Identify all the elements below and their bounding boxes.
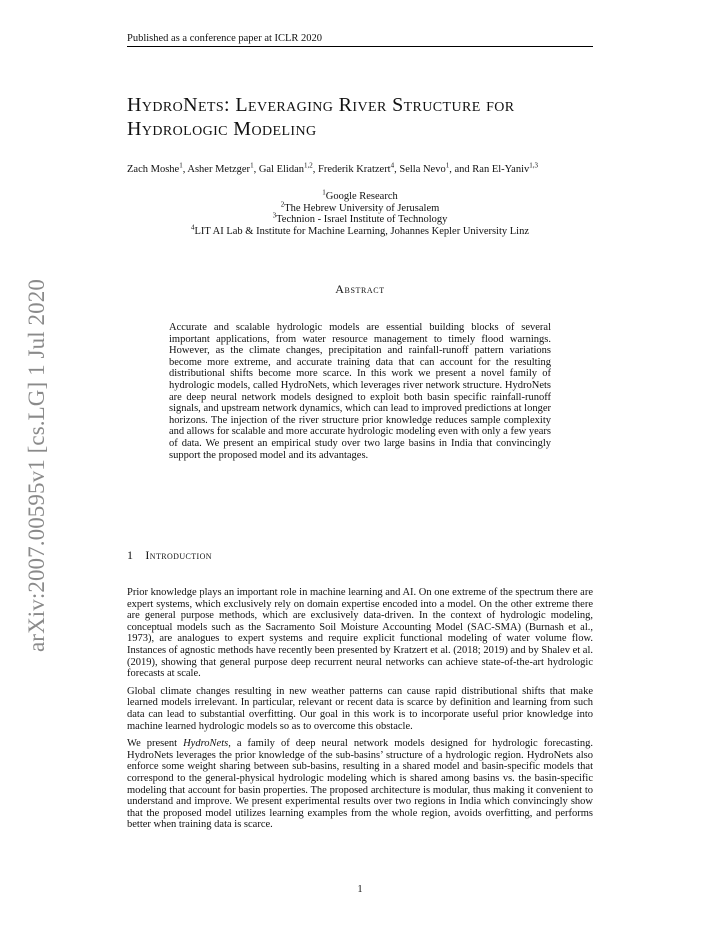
author-affiliation-mark: 1: [445, 161, 450, 170]
author-name: Asher Metzger: [187, 164, 251, 175]
affiliation-name: LIT AI Lab & Institute for Machine Learning, Johannes Kepler University Linz: [194, 225, 530, 237]
author-name: Zach Moshe: [127, 164, 180, 175]
author-separator: ,: [182, 164, 188, 175]
affiliation-name: Google Research: [325, 191, 398, 202]
author-affiliation-mark: 1,2: [304, 161, 313, 170]
author-name: Ran El-Yaniv: [472, 164, 530, 175]
abstract-heading: Abstract: [335, 282, 385, 296]
section-heading: [127, 548, 593, 563]
affiliation-item: [127, 188, 593, 203]
section-title: Introduction: [145, 548, 212, 562]
author-name: Gal Elidan: [258, 164, 305, 175]
author-separator: ,: [312, 164, 319, 175]
paragraph: Global climate changes resulting in new weather patterns can cause rapid distributional shifts that make learned models irrelevant. In particular, relevant or recent data is scarce by definition and learning from such data can lead to substantial overfitting. Our goal in this work is to incorporate useful prior knowledge into machine learned hydrologic models so as to overcome this obstacle.: [127, 685, 593, 732]
section-number: 1: [127, 548, 134, 562]
arxiv-sidebar-stamp: [24, 262, 49, 652]
author-affiliation-mark: 1,3: [529, 161, 539, 170]
paragraph-text: , a family of deep neural network models designed for hydrologic forecasting. HydroNets leverages the prior knowledge of the sub-basins’ structure of a hydrologic region. HydroNets also enforce some weight sharing between sub-basins, resulting in a shared model and basin-specific models that correspond to the general-physical hydrologic modeling which is shared among basins vs. the basin-specific modeling that account for basin properties. The proposed architecture is modular, thus making it convenient to understand and improve. We present experimental results over two regions in India which convincingly show that the proposed model utilizes learning examples from the whole region, avoids overfitting, and performs better when training data is scarce.: [127, 738, 593, 831]
paragraph-text: We present: [127, 738, 184, 750]
affiliation-list: [127, 188, 593, 237]
author-separator: , and: [449, 164, 473, 175]
affiliation-mark: 3: [272, 211, 277, 220]
affiliation-item: [127, 200, 593, 215]
arxiv-id-label: arXiv:2007.00595v1 [cs.LG] 1 Jul 2020: [24, 279, 49, 652]
author-name: Frederik Kratzert: [318, 164, 391, 175]
abstract-body: Accurate and scalable hydrologic models are essential building blocks of several important applications, from water resource management to timely flood warnings. However, as the climate changes, precipitation and rainfall-runoff pattern variations become more extreme, and accurate training data that can account for the resulting distributional shifts become more scarce. In this work we present a novel family of hydrologic models, called HydroNets, which leverages river network structure. HydroNets are deep neural network models designed to exploit both basin specific rainfall-runoff signals, and upstream network dynamics, which can lead to improved predictions at longer horizons. The injection of the river structure prior knowledge reduces sample complexity and allows for scalable and more accurate hydrologic modeling even with only a few years of data. We present an empirical study over two large basins in India that convincingly support the proposed model and its advantages.: [169, 322, 551, 461]
paper-title: HydroNets: Leveraging River Structure for Hydrologic Modeling: [127, 94, 515, 140]
affiliation-mark: 1: [322, 188, 326, 197]
author-affiliation-mark: 1: [179, 161, 183, 170]
affiliation-mark: 2: [280, 200, 285, 208]
author-affiliation-mark: 1: [250, 161, 254, 170]
author-name: Sella Nevo: [399, 164, 446, 175]
running-header: Published as a conference paper at ICLR 2020: [127, 33, 593, 47]
paragraph: Prior knowledge plays an important role in machine learning and AI. On one extreme of the spectrum there are expert systems, which exclusively rely on domain expertise encoded into a model. On the other extreme there are general purpose methods, which are exclusively data-driven. In the context of hydrologic modeling, conceptual models such as the Sacramento Soil Moisture Accounting Model (SAC-SMA) (Burnash et al., 1973), are analogues to expert systems and require explicit functional modeling of water volume flow. Instances of agnostic methods have recently been presented by Kratzert et al. (2018; 2019) and by Shalev et al. (2019), showing that general purpose deep recurrent neural networks can achieve state-of-the-art hydrologic forecasts at scale.: [127, 587, 593, 680]
affiliation-name: The Hebrew University of Jerusalem: [284, 202, 440, 214]
paragraph: [127, 738, 593, 831]
affiliation-item: [127, 211, 593, 226]
affiliation-item: [127, 223, 593, 238]
author-separator: ,: [394, 164, 400, 175]
author-affiliation-mark: 4: [390, 161, 395, 170]
affiliation-name: Technion - Israel Institute of Technology: [276, 214, 448, 225]
page-number: 1: [357, 884, 363, 895]
section-body: [127, 587, 593, 837]
affiliation-mark: 4: [190, 223, 195, 231]
author-separator: ,: [253, 164, 259, 175]
emphasized-term: HydroNets: [183, 738, 229, 750]
author-list: [127, 163, 597, 176]
